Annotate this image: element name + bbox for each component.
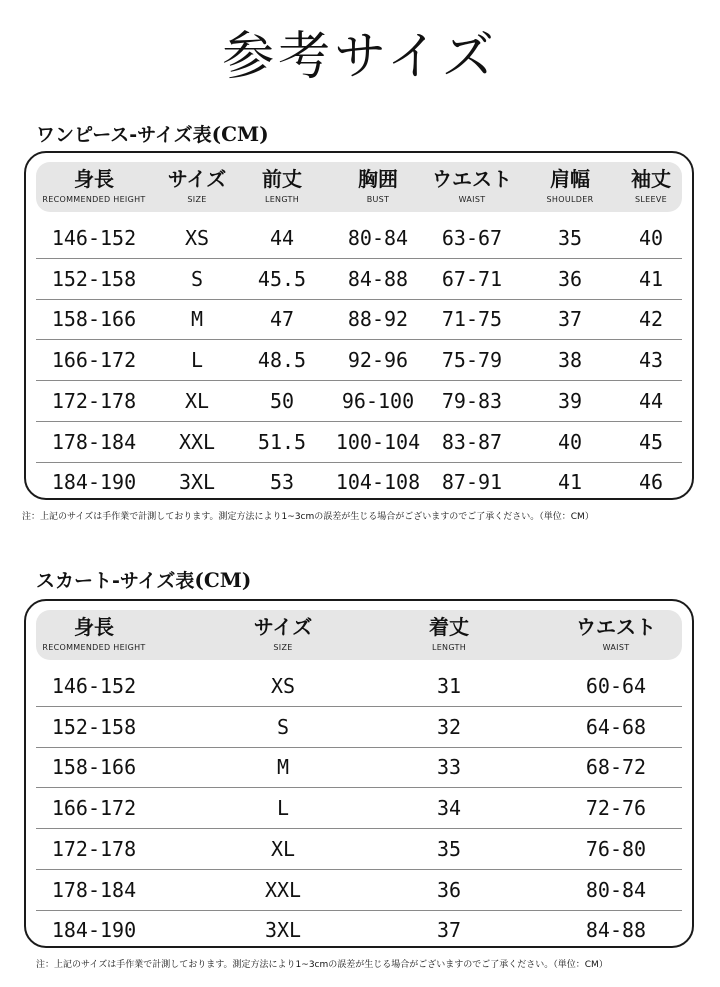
table-cell: 3XL xyxy=(178,470,216,495)
table-cell: 39 xyxy=(557,388,583,413)
table-cell: 38 xyxy=(557,348,583,373)
table-row xyxy=(36,462,682,502)
dress-section-title xyxy=(36,120,269,147)
header-sublabel: SLEEVE xyxy=(635,195,667,204)
table-row xyxy=(36,910,682,950)
table-cell: 158-166 xyxy=(51,307,137,332)
table-cell: 172-178 xyxy=(51,388,137,413)
table-cell: 34 xyxy=(436,796,462,821)
table-cell: 84-88 xyxy=(585,918,647,943)
table-cell: 71-75 xyxy=(441,307,503,332)
header-sublabel: WAIST xyxy=(458,195,486,204)
header-label: サイズ xyxy=(253,615,313,639)
header-label: 身長 xyxy=(73,615,114,639)
header-label: 袖丈 xyxy=(631,167,671,191)
table-cell: 60-64 xyxy=(585,674,647,698)
table-cell: 35 xyxy=(557,226,583,250)
table-cell: 50 xyxy=(269,388,295,413)
table-cell: 67-71 xyxy=(441,266,503,291)
table-cell: 87-91 xyxy=(441,470,503,495)
skirt-size-table xyxy=(24,599,694,948)
table-cell: 41 xyxy=(557,470,583,495)
table-cell: 45.5 xyxy=(257,266,307,291)
table-row xyxy=(36,259,682,300)
table-cell: L xyxy=(276,796,290,821)
header-sublabel: LENGTH xyxy=(264,195,300,204)
table-cell: 184-190 xyxy=(51,918,137,943)
table-cell: 32 xyxy=(436,714,462,739)
table-row xyxy=(36,340,682,381)
table-cell: 146-152 xyxy=(51,674,137,698)
dress-unit: (CM) xyxy=(211,122,269,146)
table-cell: S xyxy=(190,266,204,291)
table-cell: XXL xyxy=(178,429,216,454)
header-cell xyxy=(168,162,226,212)
header-cell xyxy=(358,162,398,212)
header-label: 胸囲 xyxy=(358,167,398,191)
table-cell: 178-184 xyxy=(51,877,137,902)
table-cell: 75-79 xyxy=(441,348,503,373)
skirt-section-title xyxy=(36,566,251,593)
table-cell: 33 xyxy=(436,755,462,780)
table-row xyxy=(36,829,682,870)
table-cell: L xyxy=(190,348,204,373)
header-cell xyxy=(547,162,594,212)
table-cell: 42 xyxy=(638,307,664,332)
table-row xyxy=(36,788,682,829)
table-cell: 152-158 xyxy=(51,266,137,291)
header-sublabel: RECOMMENDED HEIGHT xyxy=(42,643,146,652)
dress-note: 注：上記のサイズは手作業で計測しております。測定方法により1~3cmの誤差が生じる場合がございますのでご了承ください。（単位：CM） xyxy=(22,512,594,522)
header-cell xyxy=(432,162,512,212)
table-cell: 88-92 xyxy=(347,307,409,332)
table-cell: XL xyxy=(184,388,210,413)
table-cell: 51.5 xyxy=(257,429,307,454)
table-cell: 31 xyxy=(436,674,462,698)
table-cell: 36 xyxy=(436,877,462,902)
table-cell: M xyxy=(276,755,290,780)
header-label: サイズ xyxy=(167,167,227,191)
table-cell: 80-84 xyxy=(347,226,409,250)
table-cell: M xyxy=(190,307,204,332)
header-cell xyxy=(429,610,469,660)
header-cell xyxy=(631,162,671,212)
table-cell: 80-84 xyxy=(585,877,647,902)
header-sublabel: RECOMMENDED HEIGHT xyxy=(42,195,146,204)
table-cell: 63-67 xyxy=(441,226,503,250)
table-cell: 53 xyxy=(269,470,295,495)
table-row xyxy=(36,747,682,788)
header-cell xyxy=(42,610,145,660)
table-cell: XS xyxy=(270,674,296,698)
table-cell: 100-104 xyxy=(335,429,421,454)
header-cell xyxy=(262,162,302,212)
table-cell: 64-68 xyxy=(585,714,647,739)
header-sublabel: LENGTH xyxy=(431,643,467,652)
table-cell: 158-166 xyxy=(51,755,137,780)
table-cell: 48.5 xyxy=(257,348,307,373)
table-cell: 37 xyxy=(557,307,583,332)
table-cell: 40 xyxy=(557,429,583,454)
dress-title-text: ワンピース-サイズ表 xyxy=(36,124,212,146)
header-sublabel: SIZE xyxy=(187,195,207,204)
table-cell: 79-83 xyxy=(441,388,503,413)
table-cell: 172-178 xyxy=(51,836,137,861)
table-cell: XS xyxy=(184,226,210,250)
table-cell: 146-152 xyxy=(51,226,137,250)
header-label: 前丈 xyxy=(262,167,302,191)
header-label: 肩幅 xyxy=(549,167,590,191)
table-cell: 96-100 xyxy=(341,388,415,413)
table-cell: 40 xyxy=(638,226,664,250)
table-cell: 35 xyxy=(436,836,462,861)
table-cell: 152-158 xyxy=(51,714,137,739)
table-cell: 44 xyxy=(638,388,664,413)
header-cell xyxy=(576,610,656,660)
header-cell xyxy=(42,162,145,212)
table-row xyxy=(36,707,682,748)
table-cell: 36 xyxy=(557,266,583,291)
table-row xyxy=(36,870,682,911)
table-cell: 184-190 xyxy=(51,470,137,495)
dress-table-header xyxy=(36,162,682,212)
table-row xyxy=(36,422,682,463)
header-cell xyxy=(254,610,312,660)
header-sublabel: BUST xyxy=(366,195,390,204)
header-label: ウエスト xyxy=(576,615,656,639)
table-cell: 41 xyxy=(638,266,664,291)
header-label: ウエスト xyxy=(432,167,512,191)
table-row xyxy=(36,218,682,259)
table-cell: 44 xyxy=(269,226,295,250)
table-cell: 84-88 xyxy=(347,266,409,291)
table-cell: 47 xyxy=(269,307,295,332)
table-cell: 83-87 xyxy=(441,429,503,454)
table-cell: 3XL xyxy=(264,918,302,943)
table-cell: 178-184 xyxy=(51,429,137,454)
table-cell: 166-172 xyxy=(51,796,137,821)
skirt-note: 注：上記のサイズは手作業で計測しております。測定方法により1~3cmの誤差が生じる場合がございますのでご了承ください。（単位：CM） xyxy=(36,960,608,970)
header-sublabel: WAIST xyxy=(602,643,630,652)
table-cell: 92-96 xyxy=(347,348,409,373)
skirt-title-text: スカート-サイズ表 xyxy=(36,570,195,592)
page-title: 参考サイズ xyxy=(222,27,498,87)
skirt-table-header xyxy=(36,610,682,660)
table-cell: 76-80 xyxy=(585,836,647,861)
table-cell: 72-76 xyxy=(585,796,647,821)
table-cell: XXL xyxy=(264,877,302,902)
table-row xyxy=(36,299,682,340)
table-cell: 37 xyxy=(436,918,462,943)
table-row xyxy=(36,666,682,707)
table-row xyxy=(36,381,682,422)
dress-size-table xyxy=(24,151,694,500)
table-cell: XL xyxy=(270,836,296,861)
table-cell: 166-172 xyxy=(51,348,137,373)
table-cell: 104-108 xyxy=(335,470,421,495)
table-cell: 68-72 xyxy=(585,755,647,780)
table-cell: 43 xyxy=(638,348,664,373)
table-cell: S xyxy=(276,714,290,739)
table-cell: 46 xyxy=(638,470,664,495)
header-label: 身長 xyxy=(73,167,114,191)
table-cell: 45 xyxy=(638,429,664,454)
header-sublabel: SIZE xyxy=(273,643,293,652)
header-sublabel: SHOULDER xyxy=(546,195,594,204)
header-label: 着丈 xyxy=(429,615,469,639)
skirt-unit: (CM) xyxy=(194,568,252,592)
